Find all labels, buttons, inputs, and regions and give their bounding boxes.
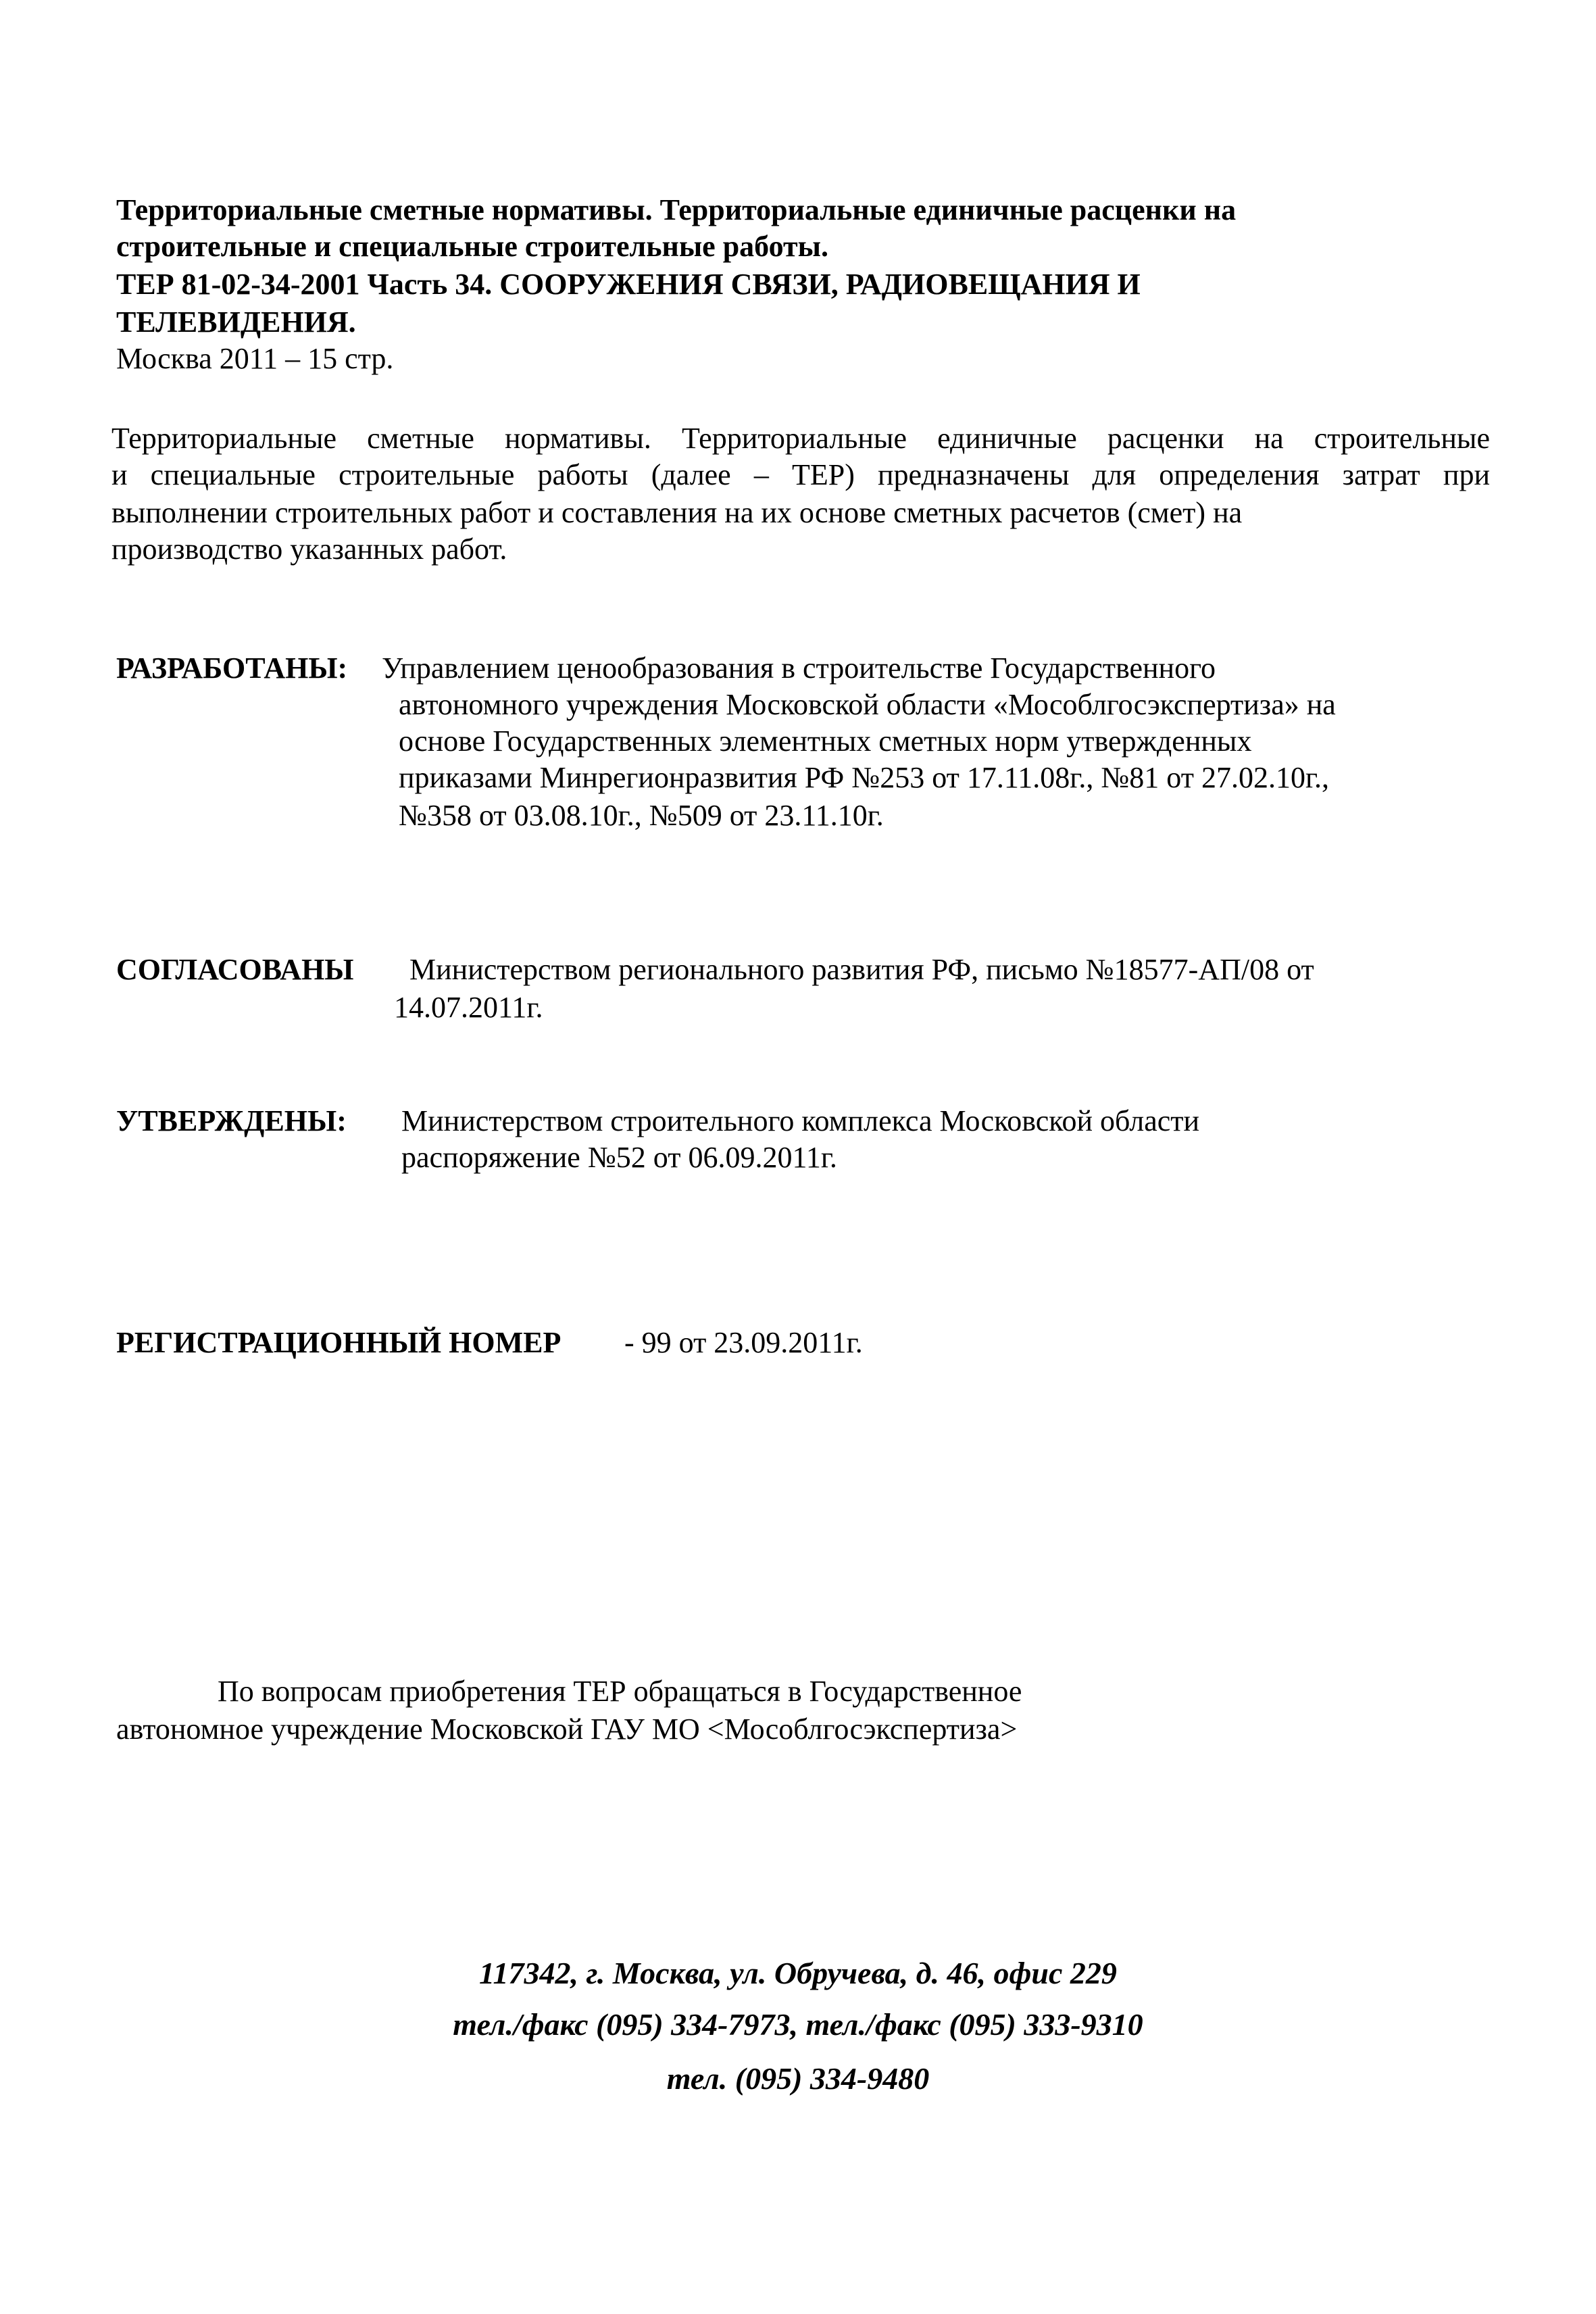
title-line-3: ТЕР 81-02-34-2001 Часть 34. СООРУЖЕНИЯ СВЯЗИ, РАДИОВЕЩАНИЯ И [116,268,1141,301]
approved-line-2: распоряжение №52 от 06.09.2011г. [401,1141,837,1174]
approved-label: УТВЕРЖДЕНЫ: [116,1104,347,1137]
agreed-line-2: 14.07.2011г. [394,991,543,1024]
developed-line-5: №358 от 03.08.10г., №509 от 23.11.10г. [399,799,884,832]
developed-line-1: Управлением ценообразования в строительстве Государственного [382,651,1216,685]
developed-line-2: автономного учреждения Московской области «Мособлгосэкспертиза» на [399,688,1336,721]
title-line-2: строительные и специальные строительные работы. [116,230,828,263]
title-line-4: ТЕЛЕВИДЕНИЯ. [116,305,356,339]
intro-line-1: Территориальные сметные нормативы. Территориальные единичные расценки на строительные [111,422,1490,455]
intro-line-4: производство указанных работ. [111,533,507,566]
registration-value: - 99 от 23.09.2011г. [624,1326,863,1359]
contact-line-1: По вопросам приобретения ТЕР обращаться в Государственное [218,1675,1022,1708]
developed-line-4: приказами Минрегионразвития РФ №253 от 17.11.08г., №81 от 27.02.10г., [399,761,1330,794]
phone-fax-line: тел./факс (095) 334-7973, тел./факс (095) 333-9310 [453,2007,1143,2042]
developed-label: РАЗРАБОТАНЫ: [116,651,348,685]
address-line: 117342, г. Москва, ул. Обручева, д. 46, офис 229 [479,1956,1117,1990]
title-line-1: Территориальные сметные нормативы. Территориальные единичные расценки на [116,193,1237,226]
approved-line-1: Министерством строительного комплекса Московской области [401,1104,1200,1137]
title-city-year-pages: Москва 2011 – 15 стр. [116,342,394,375]
agreed-line-1: Министерством регионального развития РФ, письмо №18577-АП/08 от [409,953,1314,986]
registration-label: РЕГИСТРАЦИОННЫЙ НОМЕР [116,1326,562,1359]
phone-line: тел. (095) 334-9480 [666,2061,930,2096]
intro-line-3: выполнении строительных работ и составления на их основе сметных расчетов (смет) на [111,496,1243,529]
intro-line-2: и специальные строительные работы (далее – ТЕР) предназначены для определения затрат при [111,458,1490,491]
developed-line-3: основе Государственных элементных сметных норм утвержденных [399,724,1252,758]
contact-line-2: автономное учреждение Московской ГАУ МО <Мособлгосэкспертиза> [116,1713,1018,1746]
agreed-label: СОГЛАСОВАНЫ [116,953,354,986]
